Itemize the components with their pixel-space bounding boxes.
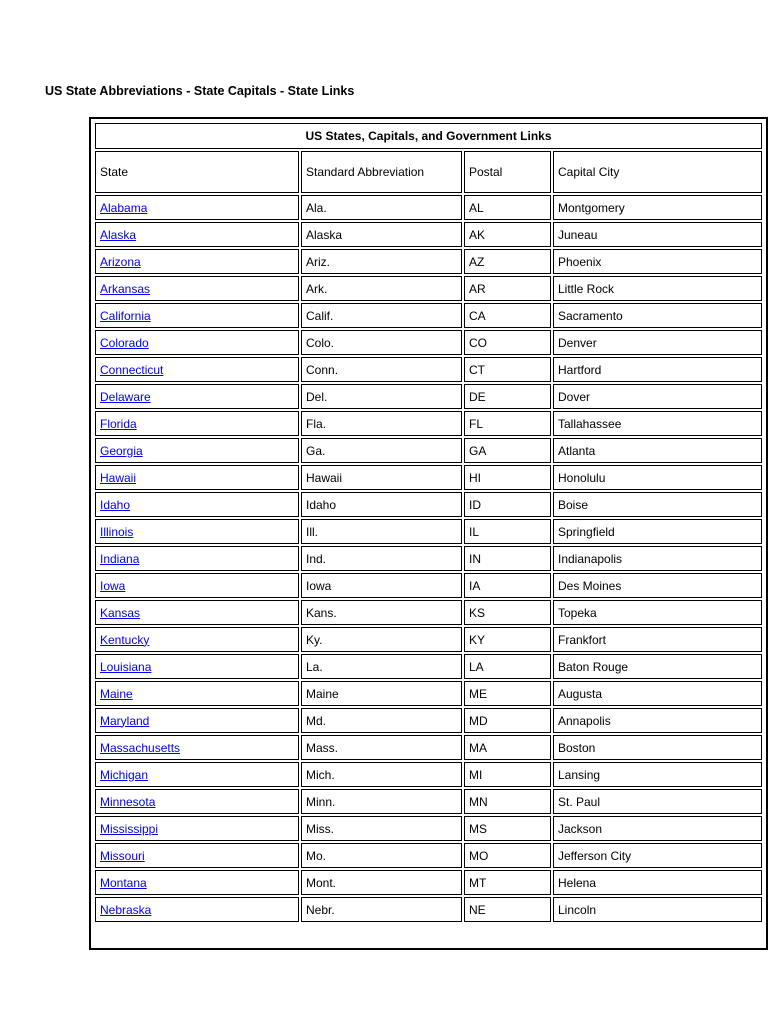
- abbreviation-cell: Mont.: [301, 870, 462, 895]
- state-link[interactable]: Maine: [100, 686, 133, 701]
- capital-cell: Indianapolis: [553, 546, 762, 571]
- table-row: [95, 870, 762, 895]
- abbreviation-cell: Del.: [301, 384, 462, 409]
- state-cell: [95, 384, 299, 409]
- table-row: [95, 546, 762, 571]
- state-cell: [95, 276, 299, 301]
- header-capital-city: Capital City: [553, 151, 762, 193]
- capital-cell: Boise: [553, 492, 762, 517]
- state-cell: [95, 330, 299, 355]
- capital-cell: Des Moines: [553, 573, 762, 598]
- capital-cell: Boston: [553, 735, 762, 760]
- capital-cell: St. Paul: [553, 789, 762, 814]
- state-cell: [95, 843, 299, 868]
- abbreviation-cell: Mass.: [301, 735, 462, 760]
- state-cell: [95, 654, 299, 679]
- state-cell: [95, 870, 299, 895]
- postal-cell: IN: [464, 546, 551, 571]
- state-cell: [95, 303, 299, 328]
- capital-cell: Atlanta: [553, 438, 762, 463]
- table-row: [95, 222, 762, 247]
- table-row: [95, 897, 762, 922]
- table-row: [95, 600, 762, 625]
- state-link[interactable]: Nebraska: [100, 902, 152, 917]
- state-cell: [95, 222, 299, 247]
- state-link[interactable]: Michigan: [100, 767, 149, 782]
- capital-cell: Jefferson City: [553, 843, 762, 868]
- state-cell: [95, 249, 299, 274]
- postal-cell: MO: [464, 843, 551, 868]
- table-row: [95, 384, 762, 409]
- capital-cell: Little Rock: [553, 276, 762, 301]
- table-row: [95, 492, 762, 517]
- state-cell: [95, 546, 299, 571]
- table-row: [95, 573, 762, 598]
- state-link[interactable]: Iowa: [100, 578, 126, 593]
- header-standard-abbreviation: Standard Abbreviation: [301, 151, 462, 193]
- abbreviation-cell: Hawaii: [301, 465, 462, 490]
- state-cell: [95, 627, 299, 652]
- abbreviation-cell: Ala.: [301, 195, 462, 220]
- state-cell: [95, 897, 299, 922]
- abbreviation-cell: Iowa: [301, 573, 462, 598]
- state-link[interactable]: Florida: [100, 416, 137, 431]
- capital-cell: Juneau: [553, 222, 762, 247]
- state-link[interactable]: Mississippi: [100, 821, 159, 836]
- states-table: [93, 121, 764, 924]
- abbreviation-cell: Ky.: [301, 627, 462, 652]
- postal-cell: AL: [464, 195, 551, 220]
- state-cell: [95, 762, 299, 787]
- table-row: [95, 708, 762, 733]
- abbreviation-cell: Ind.: [301, 546, 462, 571]
- state-link[interactable]: Idaho: [100, 497, 131, 512]
- state-cell: [95, 708, 299, 733]
- postal-cell: CO: [464, 330, 551, 355]
- abbreviation-cell: Ga.: [301, 438, 462, 463]
- postal-cell: ID: [464, 492, 551, 517]
- table-row: [95, 438, 762, 463]
- state-cell: [95, 465, 299, 490]
- abbreviation-cell: Fla.: [301, 411, 462, 436]
- table-row: [95, 330, 762, 355]
- state-link[interactable]: Arkansas: [100, 281, 151, 296]
- state-link[interactable]: Massachusetts: [100, 740, 181, 755]
- capital-cell: Topeka: [553, 600, 762, 625]
- abbreviation-cell: Alaska: [301, 222, 462, 247]
- capital-cell: Springfield: [553, 519, 762, 544]
- state-cell: [95, 789, 299, 814]
- state-cell: [95, 816, 299, 841]
- state-link[interactable]: Illinois: [100, 524, 134, 539]
- postal-cell: ME: [464, 681, 551, 706]
- capital-cell: Montgomery: [553, 195, 762, 220]
- header-postal: Postal: [464, 151, 551, 193]
- state-cell: [95, 600, 299, 625]
- abbreviation-cell: Md.: [301, 708, 462, 733]
- table-row: [95, 465, 762, 490]
- abbreviation-cell: Mich.: [301, 762, 462, 787]
- state-cell: [95, 492, 299, 517]
- capital-cell: Jackson: [553, 816, 762, 841]
- postal-cell: NE: [464, 897, 551, 922]
- state-cell: [95, 681, 299, 706]
- table-row: [95, 276, 762, 301]
- state-link[interactable]: Alabama: [100, 200, 148, 215]
- abbreviation-cell: La.: [301, 654, 462, 679]
- table-row: [95, 654, 762, 679]
- capital-cell: Frankfort: [553, 627, 762, 652]
- state-link[interactable]: Hawaii: [100, 470, 137, 485]
- postal-cell: AR: [464, 276, 551, 301]
- state-cell: [95, 195, 299, 220]
- postal-cell: CT: [464, 357, 551, 382]
- table-caption: US States, Capitals, and Government Links: [95, 123, 762, 149]
- table-row: [95, 627, 762, 652]
- abbreviation-cell: Conn.: [301, 357, 462, 382]
- abbreviation-cell: Minn.: [301, 789, 462, 814]
- state-link[interactable]: Louisiana: [100, 659, 152, 674]
- state-link[interactable]: California: [100, 308, 151, 323]
- postal-cell: LA: [464, 654, 551, 679]
- capital-cell: Phoenix: [553, 249, 762, 274]
- states-table-frame: [89, 117, 768, 950]
- postal-cell: MD: [464, 708, 551, 733]
- capital-cell: Lincoln: [553, 897, 762, 922]
- abbreviation-cell: Mo.: [301, 843, 462, 868]
- postal-cell: CA: [464, 303, 551, 328]
- state-link[interactable]: Kentucky: [100, 632, 150, 647]
- postal-cell: MT: [464, 870, 551, 895]
- capital-cell: Honolulu: [553, 465, 762, 490]
- postal-cell: MI: [464, 762, 551, 787]
- table-row: [95, 411, 762, 436]
- abbreviation-cell: Kans.: [301, 600, 462, 625]
- capital-cell: Tallahassee: [553, 411, 762, 436]
- state-link[interactable]: Kansas: [100, 605, 141, 620]
- postal-cell: MS: [464, 816, 551, 841]
- state-cell: [95, 411, 299, 436]
- postal-cell: DE: [464, 384, 551, 409]
- postal-cell: FL: [464, 411, 551, 436]
- table-row: [95, 519, 762, 544]
- state-link[interactable]: Delaware: [100, 389, 151, 404]
- capital-cell: Baton Rouge: [553, 654, 762, 679]
- abbreviation-cell: Calif.: [301, 303, 462, 328]
- state-cell: [95, 438, 299, 463]
- postal-cell: IA: [464, 573, 551, 598]
- table-row: [95, 681, 762, 706]
- abbreviation-cell: Colo.: [301, 330, 462, 355]
- abbreviation-cell: Ariz.: [301, 249, 462, 274]
- postal-cell: AK: [464, 222, 551, 247]
- header-state: State: [95, 151, 299, 193]
- state-cell: [95, 357, 299, 382]
- table-row: [95, 816, 762, 841]
- state-link[interactable]: Connecticut: [100, 362, 164, 377]
- postal-cell: HI: [464, 465, 551, 490]
- postal-cell: AZ: [464, 249, 551, 274]
- postal-cell: KY: [464, 627, 551, 652]
- table-row: [95, 357, 762, 382]
- capital-cell: Sacramento: [553, 303, 762, 328]
- table-row: [95, 789, 762, 814]
- postal-cell: MN: [464, 789, 551, 814]
- postal-cell: IL: [464, 519, 551, 544]
- table-caption-row: [95, 123, 762, 149]
- abbreviation-cell: Maine: [301, 681, 462, 706]
- state-link[interactable]: Minnesota: [100, 794, 156, 809]
- table-row: [95, 195, 762, 220]
- capital-cell: Dover: [553, 384, 762, 409]
- state-link[interactable]: Montana: [100, 875, 147, 890]
- abbreviation-cell: Ill.: [301, 519, 462, 544]
- state-cell: [95, 735, 299, 760]
- state-cell: [95, 573, 299, 598]
- state-link[interactable]: Indiana: [100, 551, 140, 566]
- postal-cell: KS: [464, 600, 551, 625]
- abbreviation-cell: Nebr.: [301, 897, 462, 922]
- table-row: [95, 249, 762, 274]
- postal-cell: MA: [464, 735, 551, 760]
- state-link[interactable]: Arizona: [100, 254, 141, 269]
- table-row: [95, 762, 762, 787]
- table-row: [95, 735, 762, 760]
- table-header-row: [95, 151, 762, 193]
- capital-cell: Lansing: [553, 762, 762, 787]
- postal-cell: GA: [464, 438, 551, 463]
- table-row: [95, 843, 762, 868]
- abbreviation-cell: Idaho: [301, 492, 462, 517]
- capital-cell: Denver: [553, 330, 762, 355]
- capital-cell: Hartford: [553, 357, 762, 382]
- state-link[interactable]: Georgia: [100, 443, 143, 458]
- state-cell: [95, 519, 299, 544]
- state-link[interactable]: Missouri: [100, 848, 145, 863]
- capital-cell: Annapolis: [553, 708, 762, 733]
- state-link[interactable]: Maryland: [100, 713, 150, 728]
- state-link[interactable]: Colorado: [100, 335, 149, 350]
- abbreviation-cell: Ark.: [301, 276, 462, 301]
- table-row: [95, 303, 762, 328]
- abbreviation-cell: Miss.: [301, 816, 462, 841]
- state-link[interactable]: Alaska: [100, 227, 137, 242]
- capital-cell: Helena: [553, 870, 762, 895]
- capital-cell: Augusta: [553, 681, 762, 706]
- page-heading: US State Abbreviations - State Capitals - State Links: [45, 84, 355, 98]
